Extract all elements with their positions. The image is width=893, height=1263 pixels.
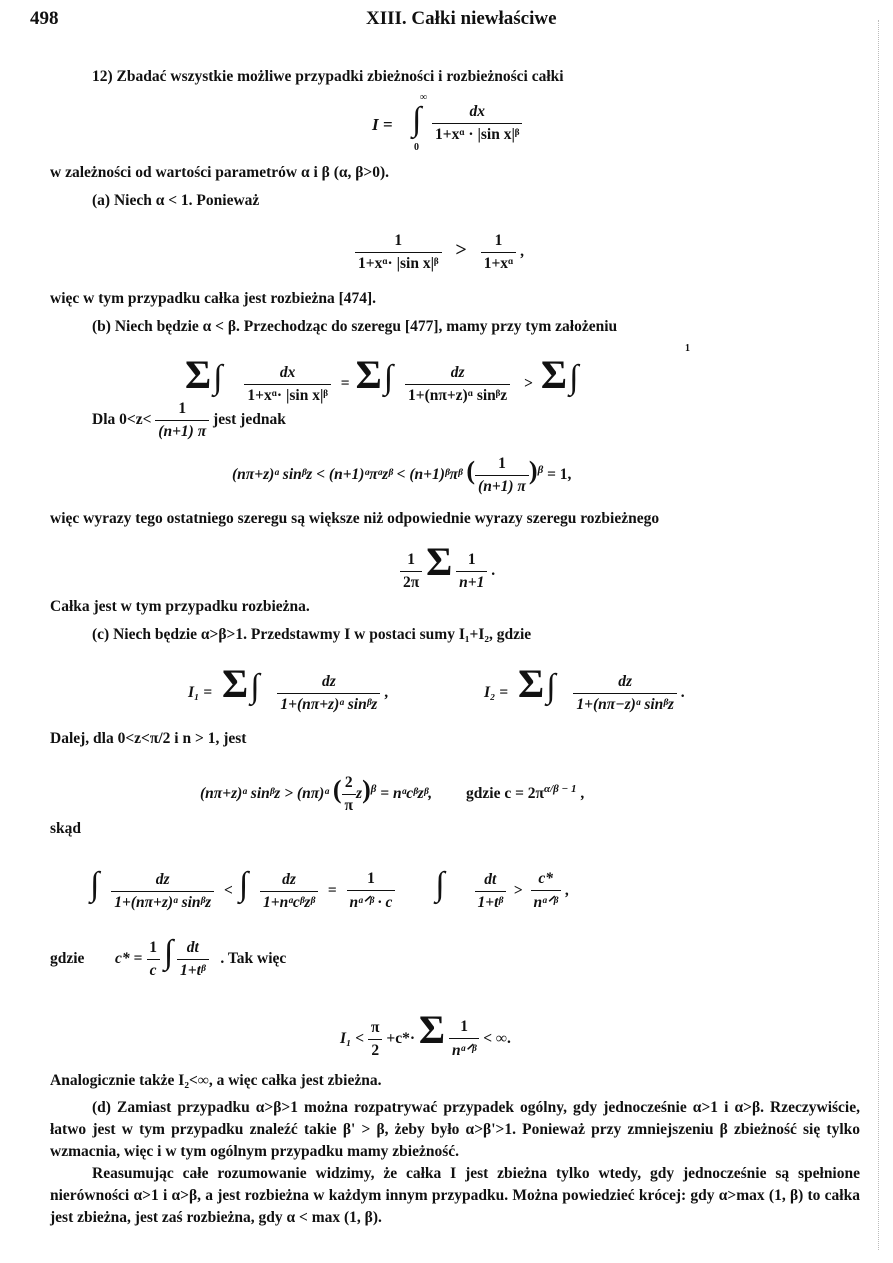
integral-upper-limit: ∞ xyxy=(420,92,428,103)
divergent-series: $\frac{1}{2\pi}$ Σ $\frac{1}{n+1}$ . xyxy=(400,542,495,592)
case-a-inequality: $\frac{1}{\text{1+xᵅ· |sin x|ᵝ}}$ > $\frac{1}{\text{1+xᵅ}}$ , xyxy=(355,232,524,273)
case-b-inequality-chain: (nπ+z)ᵅ sinᵝz < (n+1)ᵅπᵅzᵝ < (n+1)ᵝπᵝ ( $\frac{1}{(n+1) \pi}$ )$^\beta$ = 1, xyxy=(232,455,572,495)
chapter-title: XIII. Całki niewłaściwe xyxy=(366,8,557,29)
series-right-upper-exp: 1 xyxy=(685,343,690,354)
case-b-conclusion: Całka jest w tym przypadku rozbieżna. xyxy=(50,598,310,615)
case-b-intro: (b) Niech będzie α < β. Przechodząc do szeregu [477], mamy przy tym założeniu xyxy=(92,318,618,335)
case-c-intro: (c) Niech będzie α>β>1. Przedstawmy I w postaci sumy I₁+I₂, gdzie xyxy=(92,626,532,643)
case-a-conclusion: więc w tym przypadku całka jest rozbieżna [474]. xyxy=(50,290,377,307)
case-c-conclusion: Analogicznie także I₂<∞, a więc całka jest zbieżna. xyxy=(50,1072,382,1089)
case-d-text: (d) Zamiast przypadku α>β>1 można rozpatrywać przypadek ogólny, gdy jednocześnie α>1 i α>β. Rzeczywiście, łatwo jest w tym przypadku znaleźć takie β' > β, żeby było α>β'>1. Ponieważ przy zmniejszeniu β zbieżność się tylko wzmacnia, więc i w tym ogólnym przypadku mamy zbieżność. xyxy=(50,1099,860,1160)
case-c-chain: ∫ $\frac{dz}{\text{1+(nπ+z)ᵅ sinᵝz}}$ < ∫ $\frac{dz}{\text{1+nᵅcᵝzᵝ}}$ = $\frac{1}{\text{nᵅᐟᵝ · c}}$ ∫ $\frac{dt}{\text{1+tᵝ}}$ > $\frac{c*}{\text{nᵅᐟᵝ}}$ , xyxy=(90,866,569,912)
main-integral-fraction xyxy=(432,103,522,144)
case-b-range: Dla 0<z< $\frac{1}{(n+1) \pi}$ jest jednak xyxy=(92,400,286,440)
main-integral-den: 1+xᵅ · |sin x|ᵝ xyxy=(432,123,522,144)
parameter-dependence: w zależności od wartości parametrów α i β (α, β>0). xyxy=(50,164,390,181)
main-integral-num: dx xyxy=(469,103,485,120)
summary-text: Reasumując całe rozumowanie widzimy, że całka I jest zbieżna tylko wtedy, gdy jednocześnie są spełnione nierówności α>1 i α>β, a jest rozbieżna w każdym innym przypadku. Można powiedzieć krócej: gdy α>max (1, β) to całka jest zbieżna, jest zaś rozbieżna, gdy α < max (1, β). xyxy=(50,1165,860,1226)
i1-definition: I₁ = Σ∫ $\frac{dz}{\text{1+(nπ+z)ᵅ sinᵝz}}$ , xyxy=(188,661,389,713)
integral-lower-limit: 0 xyxy=(414,142,419,153)
cstar-definition: c* = $\frac{1}{c}$ ∫ $\frac{dt}{\text{1+tᵝ}}$ . Tak więc xyxy=(115,934,287,979)
problem-intro: 12) Zbadać wszystkie możliwe przypadki zbieżności i rozbieżności całki xyxy=(92,68,564,85)
integral-lhs: I = xyxy=(372,115,393,134)
case-a-intro: (a) Niech α < 1. Ponieważ xyxy=(92,192,260,209)
page-number: 498 xyxy=(30,8,59,29)
case-c-hence: skąd xyxy=(50,820,82,837)
case-c-estimate: (nπ+z)ᵅ sinᵝz > (nπ)ᵅ ( $\frac{2}{\pi}$ z)$^\beta$ = nᵅcᵝzᵝ, gdzie $c = 2\pi^{\alpha/\beta - 1}$ , xyxy=(200,774,585,814)
cstar-label: gdzie xyxy=(50,950,85,967)
case-b-series-equation: Σ∫ $\frac{dx}{\text{1+xᵅ· |sin x|ᵝ}}$ = Σ∫ $\frac{dz}{\text{1+(nπ+z)ᵅ sinᵝz}}$ > Σ∫ xyxy=(185,352,579,404)
i2-definition: I₂ = Σ∫ $\frac{dz}{\text{1+(nπ−z)ᵅ sinᵝz}}$ . xyxy=(484,661,685,713)
case-c-further: Dalej, dla 0<z<π/2 i n > 1, jest xyxy=(50,730,247,747)
integral-sign: ∫ xyxy=(412,101,422,138)
scan-edge-artifact xyxy=(878,20,893,1250)
case-b-compare: więc wyrazy tego ostatniego szeregu są większe niż odpowiednie wyrazy szeregu rozbieżnego xyxy=(50,510,660,527)
case-c-bound: I₁ < $\frac{\pi}{2}$ +c*· Σ $\frac{1}{\text{nᵅᐟᵝ}}$ < ∞. xyxy=(340,1007,511,1060)
